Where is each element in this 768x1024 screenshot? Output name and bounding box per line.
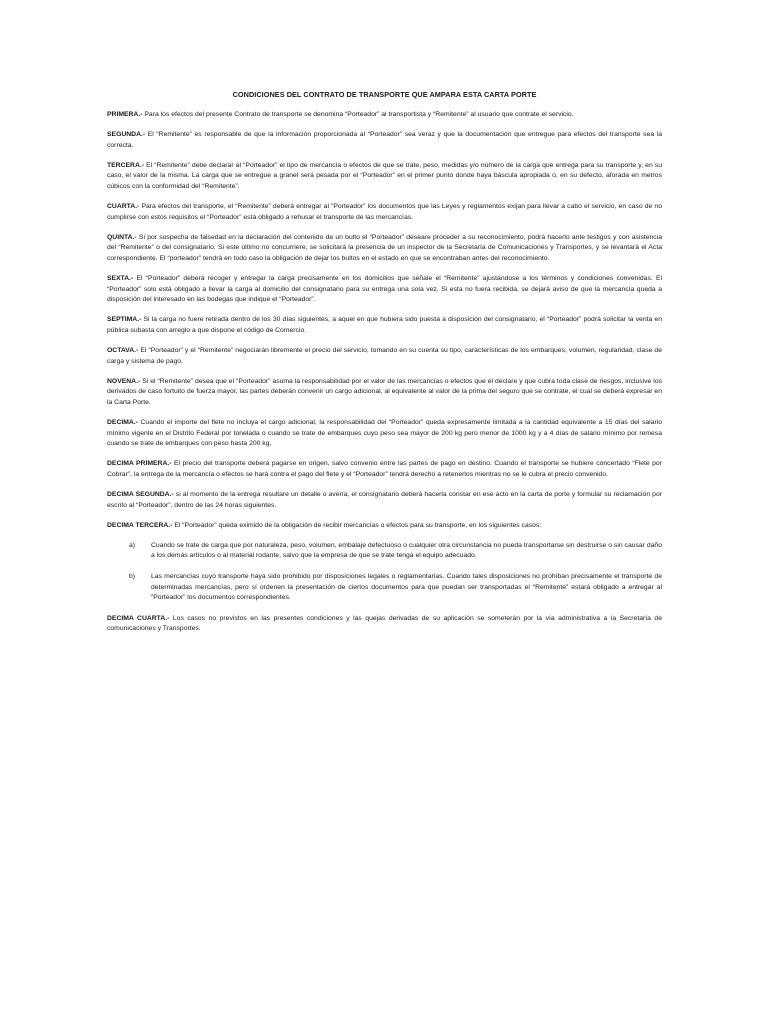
list-item	[107, 541, 662, 562]
clause-primera	[107, 110, 662, 121]
clause-text: Para efectos del transporte, el “Remitente” deberá entregar al “Porteador” los documentos que las Leyes y reglamentos exijan para llevar a cabo el servicio, en caso de no cumplirse con estos requisitos el “Porteador” está obligado a rehusar el transporte de las mercancías.	[107, 203, 662, 221]
clause-segunda	[107, 130, 662, 151]
list-item-marker: a)	[129, 541, 136, 549]
clause-text: Para los efectos del presente Contrato de transporte se denomina “Porteador” al transportista y “Remitente” al usuario que contrate el servicio.	[142, 111, 574, 118]
clause-decima	[107, 418, 662, 450]
clause-label: QUINTA.-	[107, 233, 137, 241]
clause-label: SEGUNDA.-	[107, 131, 146, 139]
clause-label: PRIMERA.-	[107, 111, 143, 118]
clause-text: El “Porteador” queda eximido de la obligación de recibir mercancías o efectos para su transporte, en los siguientes casos:	[172, 521, 542, 529]
clause-decima-cuarta	[107, 614, 662, 635]
clause-tercera	[107, 161, 662, 193]
clause-novena	[107, 377, 662, 409]
clause-sexta	[107, 274, 662, 306]
clause-text: Cuando el importe del flete no incluya el cargo adicional, la responsabilidad del “Porteador” queda expresamente limitada a la cantidad equivalente a 15 días del salario mínimo vigente en el Distrito Federal por tonelada o cuando se trate de embarques cuyo peso sea mayor de 200 kg pero menor de 1000 kg y a 4 días de salario mínimo por remesa cuando se trate de embarques con peso hasta 200 kg.	[107, 418, 662, 448]
clause-decima-primera	[107, 459, 662, 480]
list-item	[107, 572, 662, 604]
clause-text: El precio del transporte deberá pagarse en origen, salvo convenio entre las partes de pago en destino. Cuando el transporte se hubiere concertado “Flete por Cobrar”, la entrega de la mercancía o efectos se hará contra el pago del flete y el “Porteador” tendrá derecho a retenerlos mientras no se le cubra el precio convenido.	[107, 460, 662, 478]
clause-cuarta	[107, 202, 662, 223]
clause-text: Si por sospecha de falsedad en la declaración del contenido de un bulto el “Porteador” deseare proceder a su reconocimiento, podrá hacerlo ante testigos y con asistencia del “Remitente” o del consignatario. Si este último no concurriere, se solicitará la presencia de un inspector de la Secretaría de Comunicaciones y Transportes, y se levantará el Acta correspondiente. El “porteador” tendrá en todo caso la obligación de dejar los bultos en el estado en que se encontraban antes del reconocimiento.	[107, 233, 662, 262]
clause-label: DECIMA CUARTA.-	[107, 614, 170, 622]
clause-label: DECIMA SEGUNDA.-	[107, 490, 174, 498]
clause-quinta	[107, 233, 662, 265]
clause-label: SEPTIMA.-	[107, 316, 142, 324]
exemption-list	[107, 541, 662, 604]
clause-septima	[107, 315, 662, 336]
clause-octava	[107, 346, 662, 367]
clause-text: Si la carga no fuere retirada dentro de los 30 días siguientes, a aquel en que hubiera sido puesta a disposición del consignatario, el “Porteador” podrá solicitar la venta en pública subasta con arreglo a que dispone el código de Comercio.	[107, 316, 662, 334]
clause-decima-segunda	[107, 490, 662, 511]
clause-label: TERCERA.-	[107, 161, 145, 169]
clause-text: si al momento de la entrega resultare un detalle o avería, el consignatario deberá hacerla constar en ese acto en la carta de porte y formular su reclamación por escrito al “Porteador”, dentro de las 24 horas siguientes.	[107, 490, 662, 509]
clause-label: OCTAVA.-	[107, 347, 139, 354]
clause-text: El “Porteador” y el “Remitente” negociarán libremente el precio del servicio, tomando en su cuenta su tipo, características de los embarques, volumen, regularidad, clase de carga y sistema de pago.	[107, 347, 662, 365]
clause-label: DECIMA.-	[107, 418, 138, 426]
document-page	[107, 90, 662, 644]
clause-text: Los casos no previstos en las presentes condiciones y las quejas derivadas de su aplicación se someterán por la vía administrativa a la Secretaría de comunicaciones y Transportes.	[107, 614, 662, 633]
clause-text: El “Remitente” debe declarar al “Porteador” el tipo de mercancía o efectos de que se trate, peso, medidas y/o número de la carga que entrega para su transporte y, en su caso, el valor de la misma. La carga que se entregue a granel será pesada por el “Porteador” en el primer punto donde haya báscula apropiada o, en su defecto, aforada en metros cúbicos con la conformidad del “Remitente”.	[107, 161, 662, 190]
clause-decima-tercera	[107, 521, 662, 532]
clause-label: CUARTA.-	[107, 203, 140, 211]
clause-label: DECIMA PRIMERA.-	[107, 460, 172, 468]
clause-label: NOVENA.-	[107, 377, 141, 385]
clause-text: El “Remitente” es responsable de que la información proporcionada al “Porteador” sea veraz y que la documentación que entregue para efectos del transporte sea la correcta.	[107, 131, 662, 149]
clause-label: SEXTA.-	[107, 275, 134, 283]
document-title: CONDICIONES DEL CONTRATO DE TRANSPORTE QUE AMPARA ESTA CARTA PORTE	[232, 90, 537, 99]
list-item-text: Las mercancías cuyo transporte haya sido prohibido por disposiciones legales o reglamentarias. Cuando tales disposiciones no prohíban precisamente el transporte de determinadas mercancías, pero sí ordenen la presentación de ciertos documentos para que puedan ser transportadas el “Remitente” estará obligado a entregar al “Porteador” los documentos correspondientes.	[151, 572, 662, 602]
clause-label: DECIMA TERCERA.-	[107, 521, 173, 529]
list-item-text: Cuando se trate de carga que por naturaleza, peso, volumen, embalaje defectuoso o cualquier otra circunstancia no pueda transportarse sin destruirse o sin causar daño a los demás artículos o al material rodante, salvo que la empresa de que se trate tenga el equipo adecuado.	[151, 541, 662, 560]
clause-text: El “Porteador” deberá recoger y entregar la carga precisamente en los domicilios que señale el “Remitente” ajustándose a los términos y condiciones convenidas. El “Porteador” solo está obligado a llevar la carga al domicilio del consignatario para su entrega una sola vez. Si esta no fuera recibida, se dejará aviso de que la mercancía queda a disposición del interesado en las bodegas que indique el “Porteador”.	[107, 275, 662, 304]
clause-text: Si el “Remitente” desea que el “Porteador” asuma la responsabilidad por el valor de las mercancías o efectos que él declare y que cubra toda clase de riesgos, inclusive los derivados de caso fortuito de fuerza mayor, las partes deberán convenir un cargo adicional, al equivalente al valor de la prima del seguro que se contrate, el cual se deberá expresar en la Carta Porte.	[107, 377, 662, 406]
list-item-marker: b)	[129, 572, 136, 580]
